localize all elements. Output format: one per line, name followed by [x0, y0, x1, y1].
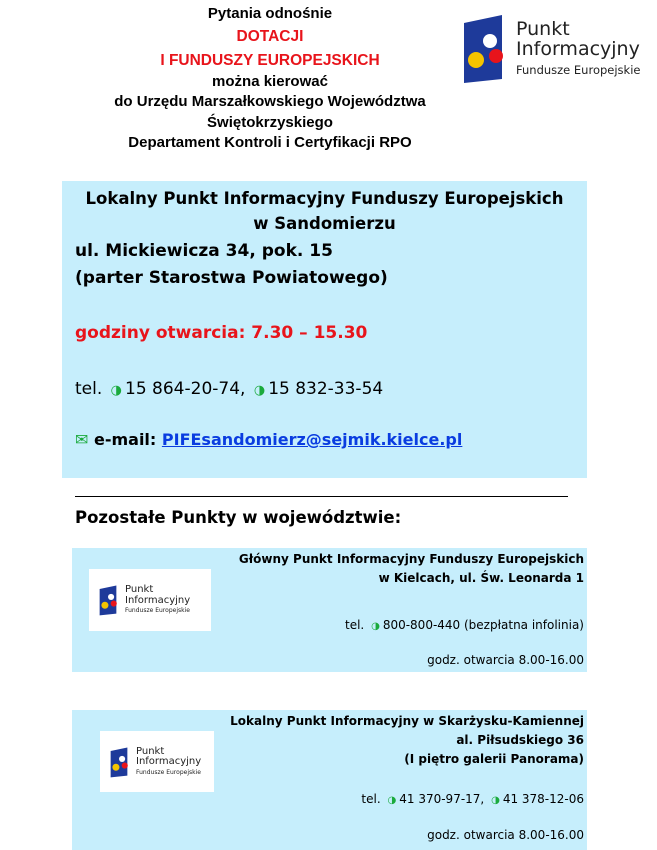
- address: ul. Mickiewicza 34, pok. 15: [75, 241, 333, 261]
- header-line-red: I FUNDUSZY EUROPEJSKICH: [160, 52, 380, 69]
- phone-icon: ◑: [387, 795, 397, 806]
- phone-number[interactable]: 800-800-440 (bezpłatna infolinia): [382, 618, 584, 632]
- phone-icon: ◑: [253, 383, 266, 398]
- box-title: Lokalny Punkt Informacyjny Funduszy Europejskich: [85, 189, 564, 208]
- header-text: [50, 4, 490, 154]
- logo-text: Informacyjny: [516, 37, 640, 60]
- header-line-red: DOTACJI: [236, 27, 304, 45]
- punkt-informacyjny-logo: [100, 731, 214, 792]
- point-name: Lokalny Punkt Informacyjny w Skarżysku-Kamiennej: [230, 714, 584, 728]
- box-title: w Sandomierzu: [253, 214, 396, 233]
- logo-text: Fundusze Europejskie: [125, 607, 190, 615]
- point-name: Główny Punkt Informacyjny Funduszy Europejskich: [238, 552, 584, 566]
- header-line: można kierować: [212, 72, 328, 90]
- header-line: Świętokrzyskiego: [207, 113, 333, 131]
- phone-icon: ◑: [371, 621, 380, 632]
- opening-hours: godz. otwarcia 8.00-16.00: [427, 653, 584, 667]
- tel-label: tel.: [75, 379, 103, 399]
- kielce-info-box: [72, 548, 587, 672]
- eu-flag-icon: [458, 13, 508, 83]
- sandomierz-info-box: [62, 181, 587, 478]
- phone-line: [345, 616, 584, 636]
- phone-line: [75, 379, 383, 399]
- header-line: Departament Kontroli i Certyfikacji RPO: [128, 134, 412, 151]
- eu-flag-icon: [108, 742, 130, 782]
- header-line: Pytania odnośnie: [207, 5, 333, 22]
- opening-hours: godz. otwarcia 8.00-16.00: [427, 828, 584, 842]
- phone-icon: ◑: [491, 795, 500, 806]
- phone-number[interactable]: 15 864-20-74,: [125, 379, 246, 399]
- logo-text: Informacyjny: [136, 756, 202, 768]
- opening-hours: godziny otwarcia: 7.30 – 15.30: [75, 323, 368, 343]
- email-line: [75, 430, 462, 449]
- logo-text: Punkt: [516, 18, 570, 41]
- divider: [75, 496, 568, 497]
- logo-text: Punkt: [136, 745, 165, 757]
- punkt-informacyjny-logo: [458, 8, 653, 88]
- point-address-note: (I piętro galerii Panorama): [404, 752, 584, 766]
- section-heading: Pozostałe Punkty w województwie:: [75, 508, 402, 527]
- address-note: (parter Starostwa Powiatowego): [75, 268, 388, 288]
- phone-icon: ◑: [110, 383, 123, 398]
- phone-number[interactable]: 41 370-97-17,: [399, 792, 485, 806]
- point-address: al. Piłsudskiego 36: [456, 733, 584, 747]
- eu-flag-icon: [97, 580, 119, 620]
- phone-line: [361, 790, 584, 810]
- skarzysko-info-box: [72, 710, 587, 850]
- punkt-informacyjny-logo: [89, 569, 211, 631]
- logo-text: Fundusze Europejskie: [516, 62, 641, 77]
- logo-text: Informacyjny: [125, 594, 191, 606]
- tel-label: tel.: [361, 792, 381, 806]
- header-line: do Urzędu Marszałkowskiego Województwa: [114, 93, 426, 110]
- phone-number[interactable]: 41 378-12-06: [502, 792, 584, 806]
- envelope-icon: ✉: [75, 430, 89, 449]
- email-label: e-mail:: [93, 430, 157, 449]
- logo-text: Punkt: [125, 584, 154, 596]
- tel-label: tel.: [345, 618, 365, 632]
- logo-text: Fundusze Europejskie: [136, 768, 201, 776]
- email-link[interactable]: PIFEsandomierz@sejmik.kielce.pl: [161, 430, 463, 449]
- phone-number[interactable]: 15 832-33-54: [268, 379, 384, 399]
- point-address: w Kielcach, ul. Św. Leonarda 1: [378, 571, 584, 585]
